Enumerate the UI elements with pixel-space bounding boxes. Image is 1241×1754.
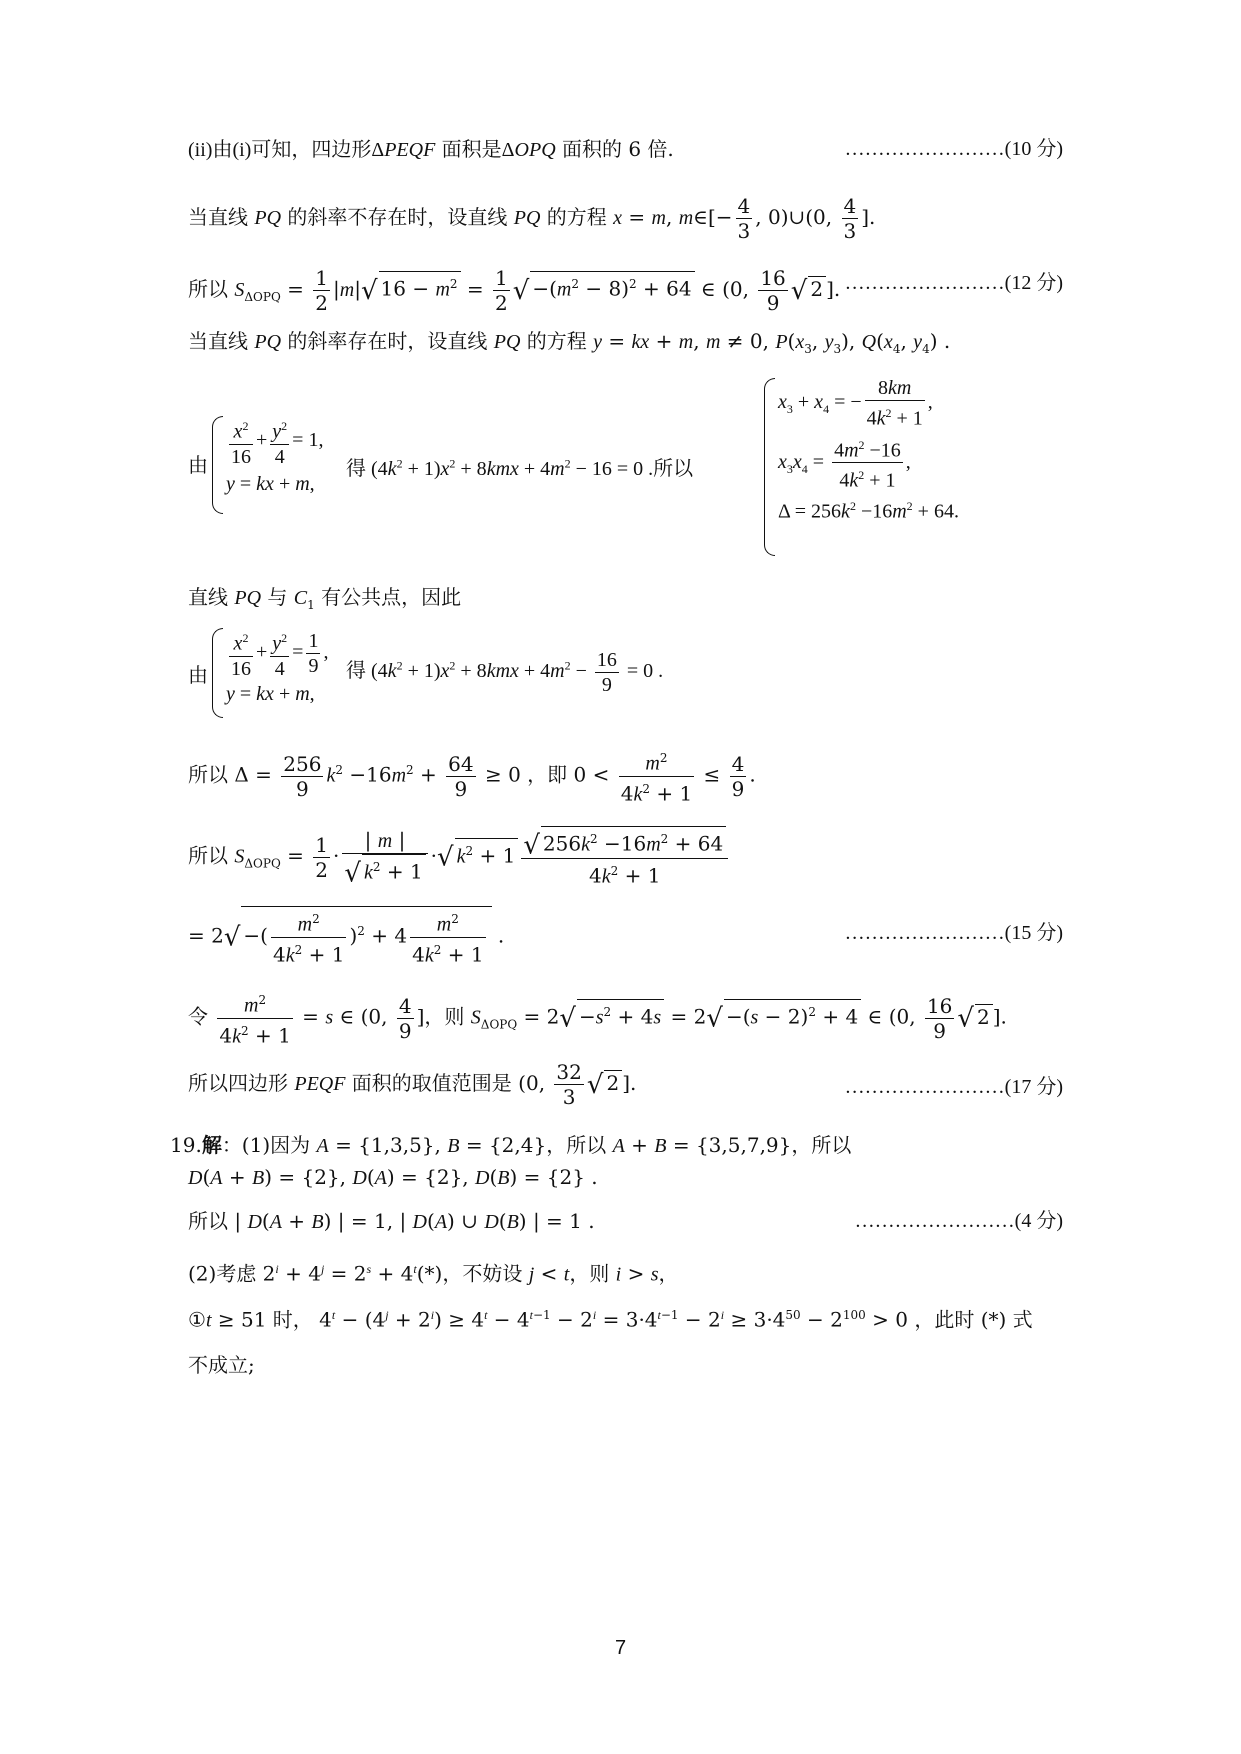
- system-1: $\frac{x^2}{16}$ + $\frac{y^2}{4}$ = 1, y = kx + m,: [226, 414, 323, 496]
- line-vertical-case: 当直线 PQ 的斜率不存在时，设直线 PQ 的方程 x = m, m∈[− $\frac{4}{3}$ , 0)∪(0, $\frac{4}{3}$ ].: [188, 194, 876, 243]
- brace-system-3: [212, 628, 223, 718]
- line-cardinality: 所以 | D(A + B) | = 1, | D(A) ∪ D(B) | = 1 .: [188, 1209, 595, 1233]
- line-consider: (2)考虑 $2^i + 4^j = 2^s + 4^t(*)$，不妨设 j < t，则 i > s，: [188, 1261, 679, 1286]
- line-area-formula: 所以 $S_{\Delta OPQ}$ = $\frac{1}{2}$ · $\frac{| m |}{√ k^2 + 1}$ ·√ $k^2 + 1$ $\frac{√ 256k^2 -16m^2 + 64}{4k^2 + 1}$: [188, 826, 731, 888]
- score-12: ……………………(12 分): [844, 272, 1063, 294]
- page-number: 7: [614, 1637, 627, 1659]
- line-problem-19-sets: D(A + B) = {2}, D(A) = {2}, D(B) = {2} .: [188, 1165, 598, 1189]
- score-4: ……………………(4 分): [854, 1210, 1063, 1232]
- line-conclusion-range: 所以四边形 PEQF 面积的取值范围是 (0, $\frac{32}{3}$ √ 2 ].: [188, 1060, 637, 1109]
- system-2: $x_3 + x_4$ = − $\frac{8km}{4k^2 + 1}$ , $x_3x_4$ = $\frac{4m^2 -16}{4k^2 + 1}$ , $\Delta = 256k^2 -16m^2 + 64$.: [778, 377, 959, 523]
- system-1-lead: 由: [188, 453, 208, 477]
- score-10: ……………………(10 分): [844, 138, 1063, 160]
- line-problem-19: 19.解：(1)因为 A = {1,3,5}, B = {2,4}，所以 A + B = {3,5,7,9}，所以: [170, 1133, 852, 1157]
- score-15: ……………………(15 分): [844, 922, 1063, 944]
- line-case-1: ①t ≥ 51 时， $4^t - (4^j + 2^i) \ge 4^t - 4^{t-1} - 2^i = 3\cdot 4^{t-1} - 2^i \ge 3\cdot 4^{50} - 2^{100} > 0$ ，此时 (*) 式: [188, 1307, 1033, 1332]
- brace-system-1: [212, 416, 223, 514]
- line-area-ratio: (ii)由(i)可知，四边形ΔPEQF 面积是ΔOPQ 面积的 6 倍.: [188, 137, 674, 161]
- line-slope-case: 当直线 PQ 的斜率存在时，设直线 PQ 的方程 y = kx + m, m ≠ 0, $P(x_3$, $y_3$), $Q(x_4$, $y_4$) .: [188, 329, 951, 356]
- score-17: ……………………(17 分): [844, 1076, 1063, 1098]
- line-quadratic-2: 得 $(4k^2 + 1)x^2 + 8kmx + 4m^2$ − $\frac{16}{9}$ = 0 .: [346, 649, 664, 696]
- line-quadratic-1: 得 $(4k^2 + 1)x^2 + 8kmx + 4m^2 - 16 = 0$ .所以: [346, 456, 694, 480]
- system-3: $\frac{x^2}{16}$ + $\frac{y^2}{4}$ = $\frac{1}{9}$ , y = kx + m,: [226, 626, 328, 706]
- line-area-simplified: = 2√ −( $\frac{m^2}{4k^2 + 1}$ )$^2$ + 4 $\frac{m^2}{4k^2 + 1}$ .: [188, 906, 504, 967]
- brace-system-2: [764, 378, 775, 556]
- line-substitution: 令 $\frac{m^2}{4k^2 + 1}$ = s ∈ (0, $\frac{4}{9}$ ]，则 $S_{\Delta OPQ} = 2√ -s^2 + 4s = 2√ -(s - 2)^2 + 4$ ∈ (0, $\frac{16}{9}$ √ 2 ].: [188, 988, 1007, 1048]
- line-not-hold: 不成立;: [188, 1353, 255, 1377]
- line-common-point: 直线 PQ 与 $C_1$ 有公共点，因此: [188, 585, 462, 612]
- line-area-vertical: 所以 $S_{\Delta OPQ}$ = $\frac{1}{2}$ |m|√ $16 - m^2$ = $\frac{1}{2}$ √ $-(m^2 - 8)^2 + 64$ ∈ (0, $\frac{16}{9}$ √ 2 ].: [188, 266, 841, 315]
- system-3-lead: 由: [188, 663, 208, 687]
- line-discriminant: 所以 Δ = $\frac{256}{9}$ $k^2 -16m^2$ + $\frac{64}{9}$ ≥ 0 ，即 0 < $\frac{m^2}{4k^2 + 1}$ ≤ $\frac{4}{9}$ .: [188, 746, 756, 806]
